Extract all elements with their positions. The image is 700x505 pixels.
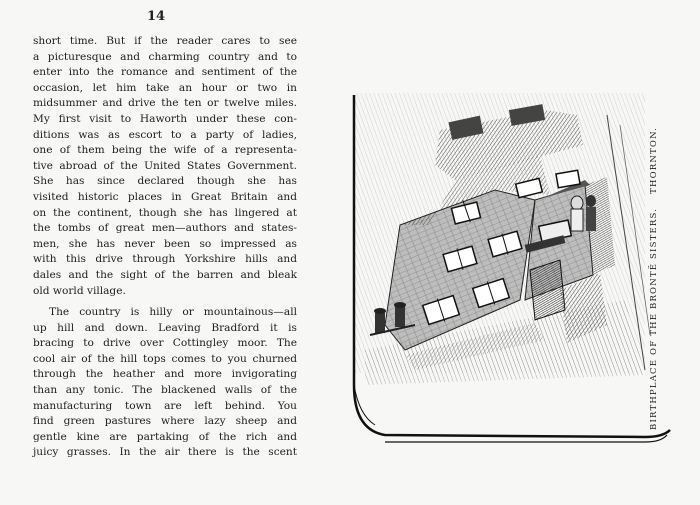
text-line: with this drive through Yorkshire hills and	[33, 253, 297, 266]
illustration-caption	[649, 126, 663, 430]
text-line: She has since declared though she has	[33, 175, 297, 188]
text-line: midsummer and drive the ten or twelve miles.	[33, 97, 297, 110]
text-line: juicy grasses. In the air there is the scent	[33, 446, 297, 459]
text-line: cool air of the hill tops comes to you churned	[33, 352, 297, 365]
text-line: occasion, let him take an hour or two in	[33, 81, 297, 94]
text-column	[33, 34, 297, 461]
paragraph-1	[33, 34, 297, 299]
text-line: My first visit to Haworth under these con-	[33, 112, 297, 125]
caption-main: BIRTHPLACE OF THE BRONTË SISTERS.	[649, 207, 659, 430]
text-line: The country is hilly or mountainous—all	[49, 306, 297, 319]
text-line: short time. But if the reader cares to see	[33, 35, 297, 47]
caption-place: THORNTON.	[649, 126, 659, 194]
text-line: on the continent, though she has lingered at	[33, 206, 297, 219]
text-line: enter into the romance and sentiment of the	[33, 66, 297, 79]
text-line: tive abroad of the United States Government.	[33, 159, 297, 172]
paragraph-2	[33, 305, 297, 461]
text-line: manufacturing town are left behind. You	[33, 399, 297, 412]
text-line: a picturesque and charming country and to	[33, 50, 297, 63]
text-line: bracing to drive over Cottingley moor. The	[33, 337, 297, 350]
text-line: than any tonic. The blackened walls of the	[33, 384, 297, 397]
text-line: men, she has never been so impressed as	[33, 237, 297, 250]
text-line: ditions was as escort to a party of ladies,	[33, 128, 297, 141]
page-number: 14	[147, 9, 166, 24]
text-line: old world village.	[33, 284, 126, 297]
text-line: up hill and down. Leaving Bradford it is	[33, 321, 297, 334]
text-line: visited historic places in Great Britain and	[33, 190, 297, 203]
text-line: gentle kine are partaking of the rich and	[33, 430, 297, 443]
text-line: dales and the sight of the barren and bleak	[33, 268, 297, 281]
text-line: find green pastures where lazy sheep and	[33, 415, 297, 428]
house-engraving	[345, 85, 685, 450]
text-line: one of them being the wife of a representa-	[33, 144, 297, 157]
text-line: the tombs of great men—authors and states-	[33, 222, 297, 235]
text-line: through the heather and more invigorating	[33, 368, 297, 381]
